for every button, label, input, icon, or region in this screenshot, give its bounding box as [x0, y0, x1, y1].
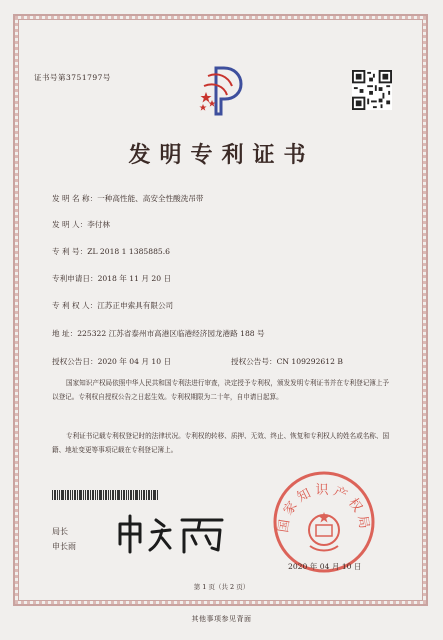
legal-status-paragraph: 专利证书记载专利权登记时的法律状况。专利权的转移、质押、无效、终止、恢复和专利权人的姓名或名称、国籍、地址变更等事项记载在专利登记簿上。: [52, 432, 390, 454]
filing-date-label: 专利申请日：: [52, 274, 98, 283]
filing-date-row: [52, 273, 171, 284]
page-number: 第 1 页（共 2 页）: [193, 583, 250, 591]
invention-name-row: [52, 193, 204, 204]
seal-date: 2020 年 04 月 10 日: [288, 562, 362, 571]
patentee-label: 专 利 权 人：: [52, 301, 98, 310]
grant-date-row: [52, 356, 171, 367]
grant-date-label: 授权公告日：: [52, 357, 98, 366]
footer-note: 其他事项参见背面: [191, 615, 252, 623]
patent-number-row: [52, 246, 170, 257]
patent-number-value: ZL 2018 1 1385885.6: [87, 247, 170, 256]
seal-text: 国家知识产权局: [276, 483, 372, 534]
address-label: 地 址：: [52, 329, 78, 338]
director-name: 申长雨: [52, 542, 76, 551]
invention-name-label: 发 明 名 称：: [52, 194, 98, 203]
patentee-value: 江苏正申索具有限公司: [97, 301, 174, 310]
official-seal-icon: [272, 470, 376, 574]
grant-pub-no-label: 授权公告号：: [231, 357, 277, 366]
svg-text:国家知识产权局: [276, 483, 371, 534]
barcode-icon: [52, 490, 160, 500]
address-value: 225322 江苏省泰州市高港区临港经济园龙港路 188 号: [77, 329, 265, 338]
grant-date-value: 2020 年 04 月 10 日: [97, 357, 172, 366]
inventor-row: [52, 219, 110, 230]
grant-statement-paragraph: 国家知识产权局依照中华人民共和国专利法进行审查，决定授予专利权，颁发发明专利证书并在专利登记簿上予以登记。专利权自授权公告之日起生效。专利权期限为二十年，自申请日起算。: [52, 379, 390, 401]
patent-number-label: 专 利 号：: [52, 247, 88, 256]
patentee-row: [52, 300, 173, 311]
director-title: 局长: [52, 527, 68, 536]
cnipa-logo-icon: [194, 62, 252, 120]
filing-date-value: 2018 年 11 月 20 日: [97, 274, 172, 283]
grant-pub-no-row: [231, 356, 343, 367]
inventor-value: 李付林: [87, 220, 110, 229]
grant-pub-no-value: CN 109292612 B: [276, 357, 343, 366]
page-title: 发明专利证书: [128, 143, 315, 168]
qr-code-icon: [352, 70, 392, 110]
director-block: [52, 524, 76, 554]
certificate-number: 证书号第3751797号: [34, 73, 111, 82]
address-row: [52, 328, 265, 339]
invention-name-value: 一种高性能、高安全性酸洗吊带: [97, 194, 204, 203]
director-signature-icon: [112, 510, 230, 554]
inventor-label: 发 明 人：: [52, 220, 88, 229]
